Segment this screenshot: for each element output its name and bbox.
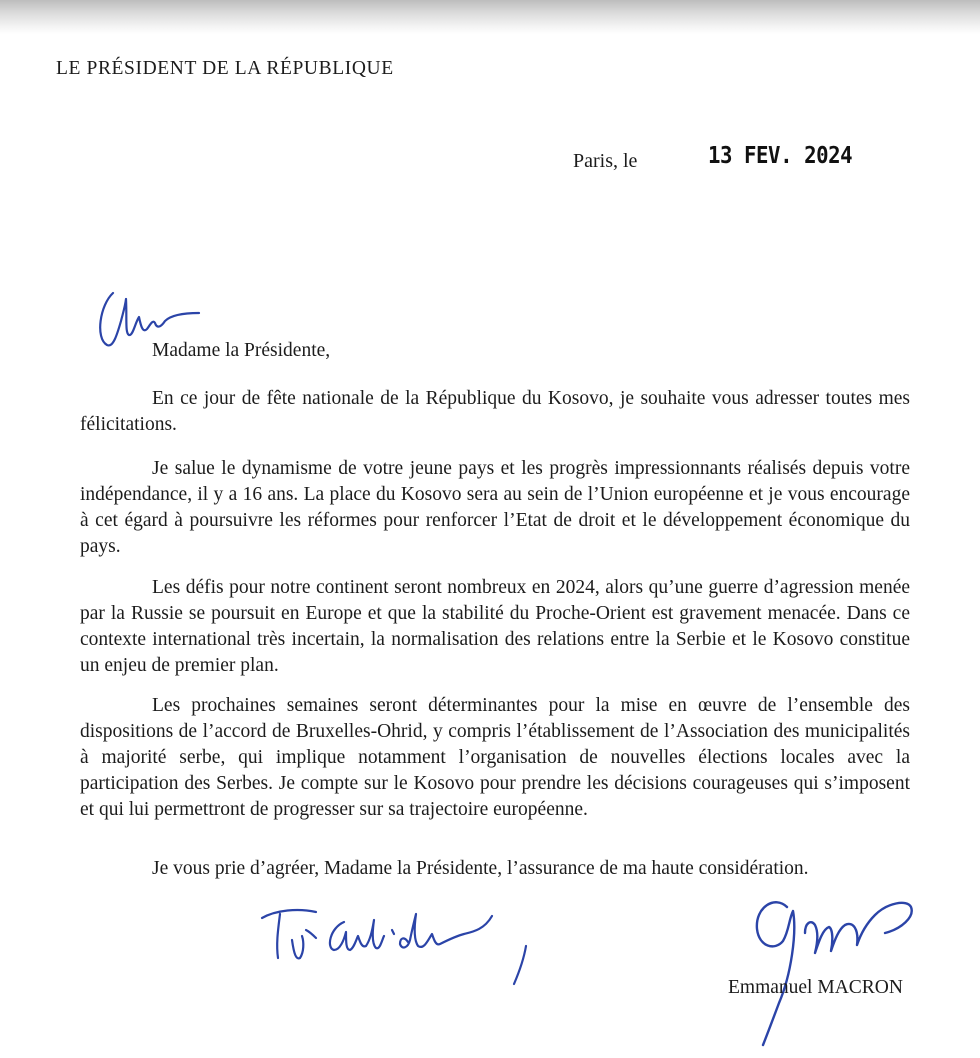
letterhead: LE PRÉSIDENT DE LA RÉPUBLIQUE xyxy=(56,58,394,79)
paragraph-text: Les défis pour notre continent seront nombreux en 2024, alors qu’une guerre d’agression menée par la Russie se poursuit en Europe et que la stabilité du Proche-Orient est gravement menacée. Dans ce contexte international très incertain, la normalisation des relations entre la Serbie et le Kosovo constitue un enjeu de premier plan. xyxy=(80,577,910,676)
body-paragraph-4 xyxy=(80,693,910,823)
handwritten-closing xyxy=(258,900,538,990)
paragraph-text: Je salue le dynamisme de votre jeune pays et les progrès impressionnants réalisés depuis votre indépendance, il y a 16 ans. La place du Kosovo sera au sein de l’Union européenne et je vous encourage à cet égard à poursuivre les réformes pour renforcer l’Etat de droit et le développement économique du pays. xyxy=(80,458,910,557)
paragraph-text: En ce jour de fête nationale de la République du Kosovo, je souhaite vous adresser toutes mes félicitations. xyxy=(80,388,910,435)
closing-formula: Je vous prie d’agréer, Madame la Présidente, l’assurance de ma haute considération. xyxy=(152,858,809,879)
scan-top-shadow xyxy=(0,0,980,34)
place-label: Paris, le xyxy=(573,150,638,172)
body-paragraph-1 xyxy=(80,386,910,438)
body-paragraph-2 xyxy=(80,456,910,560)
date-stamp: 13 FEV. 2024 xyxy=(708,143,853,169)
salutation: Madame la Présidente, xyxy=(152,340,331,361)
signatory-name: Emmanuel MACRON xyxy=(728,977,903,998)
presidential-signature xyxy=(735,885,935,1055)
body-paragraph-3 xyxy=(80,575,910,679)
paragraph-text: Les prochaines semaines seront déterminantes pour la mise en œuvre de l’ensemble des dispositions de l’accord de Bruxelles-Ohrid, y compris l’établissement de l’Association des municipalités à majorité serbe, qui implique notamment l’organisation de nouvelles élections locales avec la participation des Serbes. Je compte sur le Kosovo pour prendre les décisions courageuses qui s’imposent et qui lui permettront de progresser sur sa trajectoire européenne. xyxy=(80,695,910,820)
